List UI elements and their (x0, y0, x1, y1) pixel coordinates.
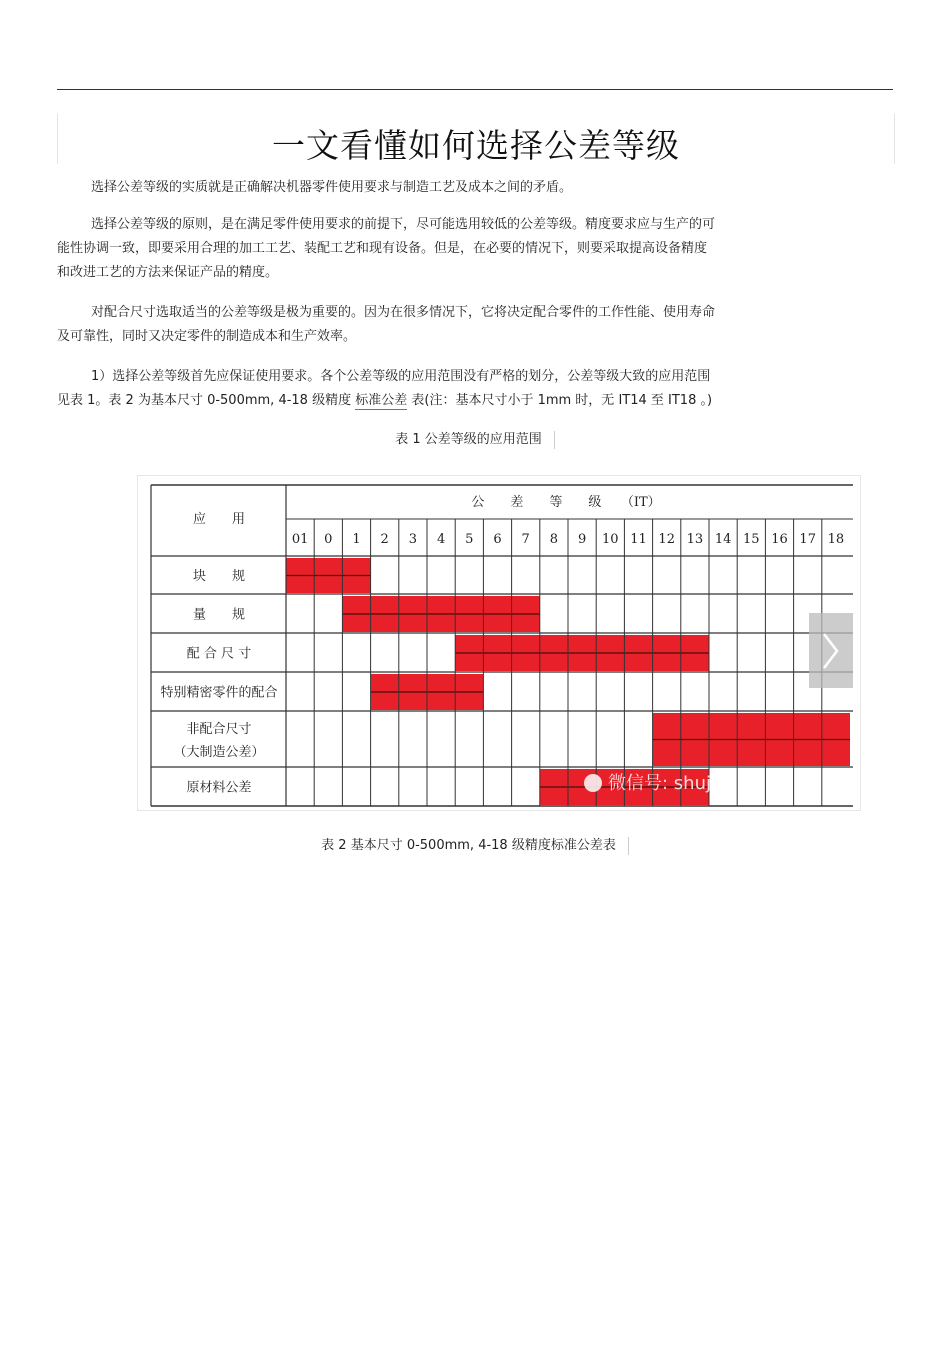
grade-tick-label: 7 (521, 532, 530, 547)
tolerance-application-table (138, 476, 860, 810)
paragraph-4 (57, 365, 877, 413)
grade-tick-label: 0 (324, 532, 333, 547)
paragraph-3-line-2: 及可靠性，同时又决定零件的制造成本和生产效率。 (57, 329, 357, 344)
paragraph-2-line-3: 和改进工艺的方法来保证产品的精度。 (57, 265, 279, 280)
caption-table-1 (0, 428, 950, 449)
grade-tick-label: 16 (771, 532, 788, 547)
header-application-label: 应 用 (192, 512, 246, 527)
caption-divider-2 (628, 837, 629, 855)
grade-tick-label: 6 (493, 532, 502, 547)
grade-tick-label: 11 (630, 532, 647, 547)
grade-tick-label: 18 (827, 532, 845, 547)
grade-tick-label: 01 (291, 532, 309, 547)
wechat-icon (584, 774, 602, 792)
row-label: 原材料公差 (186, 780, 252, 796)
paragraph-2-line-2: 能性协调一致，即要采用合理的加工工艺、装配工艺和现有设备。但是，在必要的情况下，则要采取提高设备精度 (57, 241, 708, 256)
paragraph-1-text: 选择公差等级的实质就是正确解决机器零件使用要求与制造工艺及成本之间的矛盾。 (91, 180, 573, 195)
row-label-sub: （大制造公差） (173, 745, 265, 760)
row-label: 配 合 尺 寸 (186, 646, 252, 662)
paragraph-4-line-1: 1）选择公差等级首先应保证使用要求。各个公差等级的应用范围没有严格的划分，公差等级大致的应用范围 (91, 369, 711, 384)
grade-tick-label: 14 (714, 532, 732, 547)
grade-tick-label: 10 (602, 532, 619, 547)
title-box (57, 114, 895, 164)
grade-tick-label: 8 (549, 532, 559, 547)
row-label: 特别精密零件的配合 (160, 685, 278, 701)
grade-tick-label: 4 (436, 532, 446, 547)
paragraph-4-line-2a: 见表 1。表 2 为基本尺寸 0-500mm, 4-18 级精度 (57, 393, 352, 408)
caption-table-2-text: 表 2 基本尺寸 0-500mm, 4-18 级精度标准公差表 (321, 838, 616, 853)
header-grade-label: 公 差 等 级 （IT） (471, 495, 661, 510)
row-label: 块 规 (192, 569, 246, 584)
paragraph-2 (57, 213, 817, 285)
top-rule (57, 89, 893, 90)
grade-tick-label: 12 (658, 532, 675, 547)
paragraph-3-line-1: 对配合尺寸选取适当的公差等级是极为重要的。因为在很多情况下，它将决定配合零件的工作性能、使用寿命 (91, 305, 716, 320)
grade-tick-label: 13 (686, 532, 704, 547)
paragraph-1 (57, 176, 817, 200)
caption-table-2 (0, 834, 950, 855)
grade-tick-label: 9 (577, 532, 587, 547)
row-label: 量 规 (192, 607, 246, 623)
grade-tick-label: 5 (465, 532, 474, 547)
row-label: 非配合尺寸 (186, 722, 252, 737)
grade-tick-label: 15 (743, 532, 760, 547)
grade-tick-label: 2 (380, 532, 389, 547)
caption-table-1-text: 表 1 公差等级的应用范围 (395, 432, 542, 447)
standard-tolerance-link[interactable]: 标准公差 (355, 393, 408, 408)
paragraph-3 (57, 301, 817, 349)
grade-tick-label: 3 (408, 532, 418, 547)
next-arrow-button (809, 613, 853, 688)
wechat-watermark: 微信号: shujishi1818 (608, 773, 788, 794)
paragraph-4-line-2b: 表(注：基本尺寸小于 1mm 时，无 IT14 至 IT18 。) (411, 393, 713, 408)
tolerance-table-svg (138, 476, 860, 810)
paragraph-2-line-1: 选择公差等级的原则，是在满足零件使用要求的前提下，尽可能选用较低的公差等级。精度要求应与生产的可 (91, 217, 716, 232)
grade-tick-label: 1 (352, 532, 361, 547)
caption-divider (554, 431, 555, 449)
page-title: 一文看懂如何选择公差等级 (272, 126, 680, 165)
grade-tick-label: 17 (799, 532, 816, 547)
